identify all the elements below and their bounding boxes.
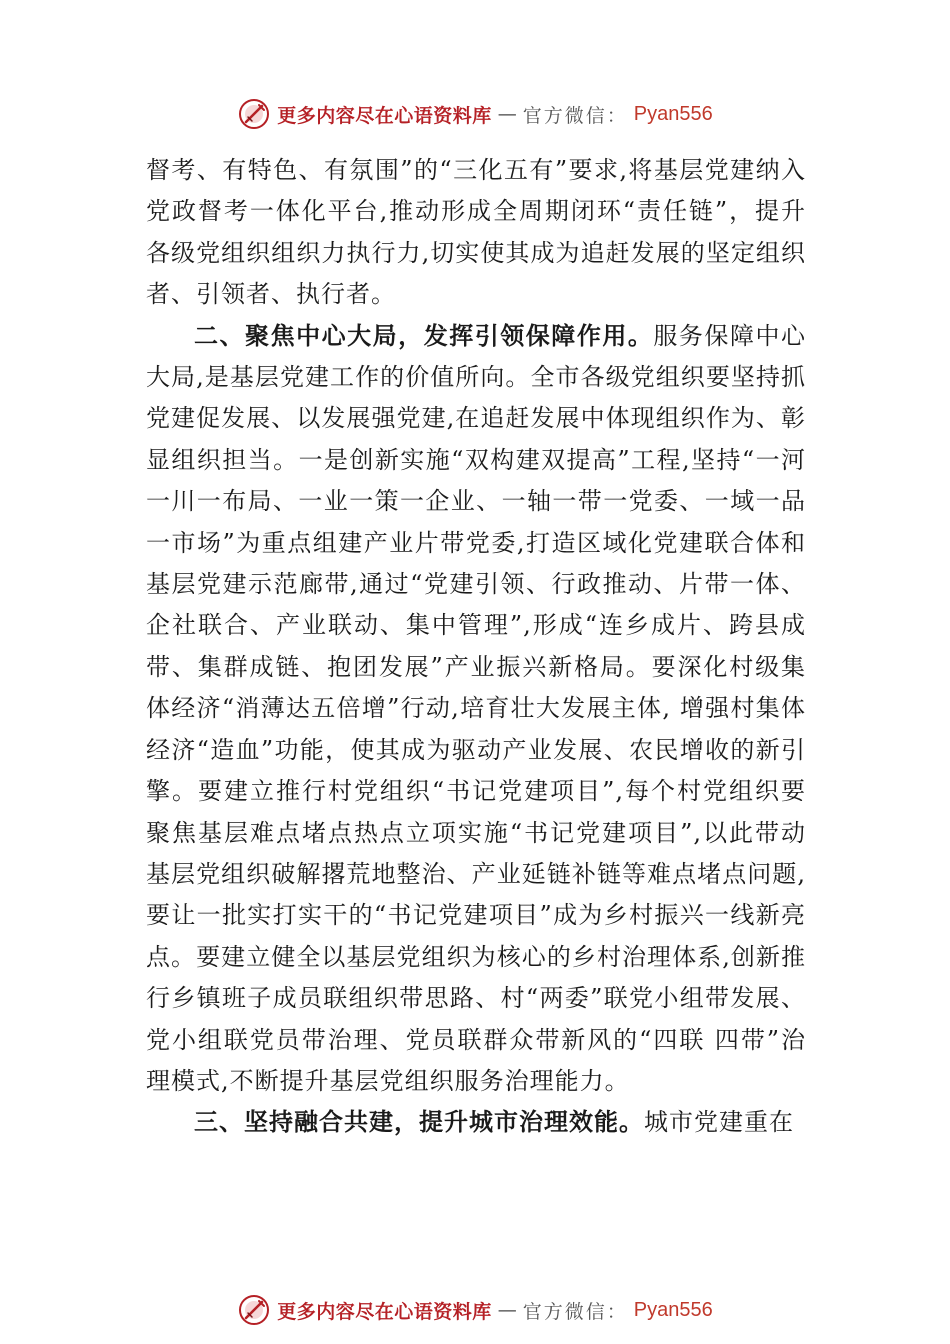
paragraph-section-two	[146, 316, 806, 1103]
paragraph-text: 服务保障中心大局,是基层党建工作的价值所向。全市各级党组织要坚持抓党建促发展、以发展强党建,在追赶发展中体现组织作为、彰显组织担当。一是创新实施“双构建双提高”工程,坚持“一河一川一布局、一业一策一企业、一轴一带一党委、一域一品一市场”为重点组建产业片带党委,打造区域化党建联合体和基层党建示范廊带,通过“党建引领、行政推动、片带一体、企社联合、产业联动、集中管理”,形成“连乡成片、跨县成带、集群成链、抱团发展”产业振兴新格局。要深化村级集 体经济“消薄达五倍增”行动,培育壮大发展主体, 增强村集体经济“造血”功能，使其成为驱动产业发展、农民增收的新引擎。要建立推行村党组织“书记党建项目”,每个村党组织要聚焦基层难点堵点热点立项实施“书记党建项目”,以此带动基层党组织破解撂荒地整治、产业延链补链等难点堵点问题,要让一批实打实干的“书记党建项目”成为乡村振兴一线新亮点。要建立健全以基层党组织为核心的乡村治理体系,创新推行乡镇班子成员联组织带思路、村“两委”联党小组带发展、党小组联党员带治理、党员联群众带新风的“四联 四带”治理模式,不断提升基层党组织服务治理能力。	[146, 321, 806, 1095]
banner-separator: —	[497, 1299, 517, 1321]
paragraph-section-three	[146, 1102, 806, 1143]
paragraph-text: 督考、有特色、有氛围”的“三化五有”要求,将基层党建纳入党政督考一体化平台,推动形成全周期闭环“责任链”，提升各级党组织组织力执行力,切实使其成为追赶发展的坚定组织者、引领者、执行者。	[146, 156, 806, 309]
banner-wechat-id: Pyan556	[633, 1298, 713, 1321]
section-heading: 三、坚持融合共建，提升城市治理效能。	[194, 1108, 644, 1137]
banner-separator: —	[497, 103, 517, 125]
brand-logo-icon	[237, 1293, 271, 1327]
banner-wechat-id: Pyan556	[633, 102, 713, 125]
paragraph-continuation	[146, 150, 806, 316]
document-body	[146, 150, 806, 1144]
brand-logo-icon	[237, 97, 271, 131]
banner-wechat-label: 官方微信：	[522, 104, 628, 127]
banner-brand: 更多内容尽在心语资料库	[277, 1300, 492, 1323]
banner-brand: 更多内容尽在心语资料库	[277, 104, 492, 127]
section-heading: 二、聚焦中心大局，发挥引领保障作用。	[194, 321, 654, 350]
watermark-banner-top	[0, 94, 950, 134]
banner-wechat-label: 官方微信：	[522, 1300, 628, 1323]
watermark-banner-bottom	[0, 1290, 950, 1330]
paragraph-text: 城市党建重在	[644, 1108, 794, 1137]
